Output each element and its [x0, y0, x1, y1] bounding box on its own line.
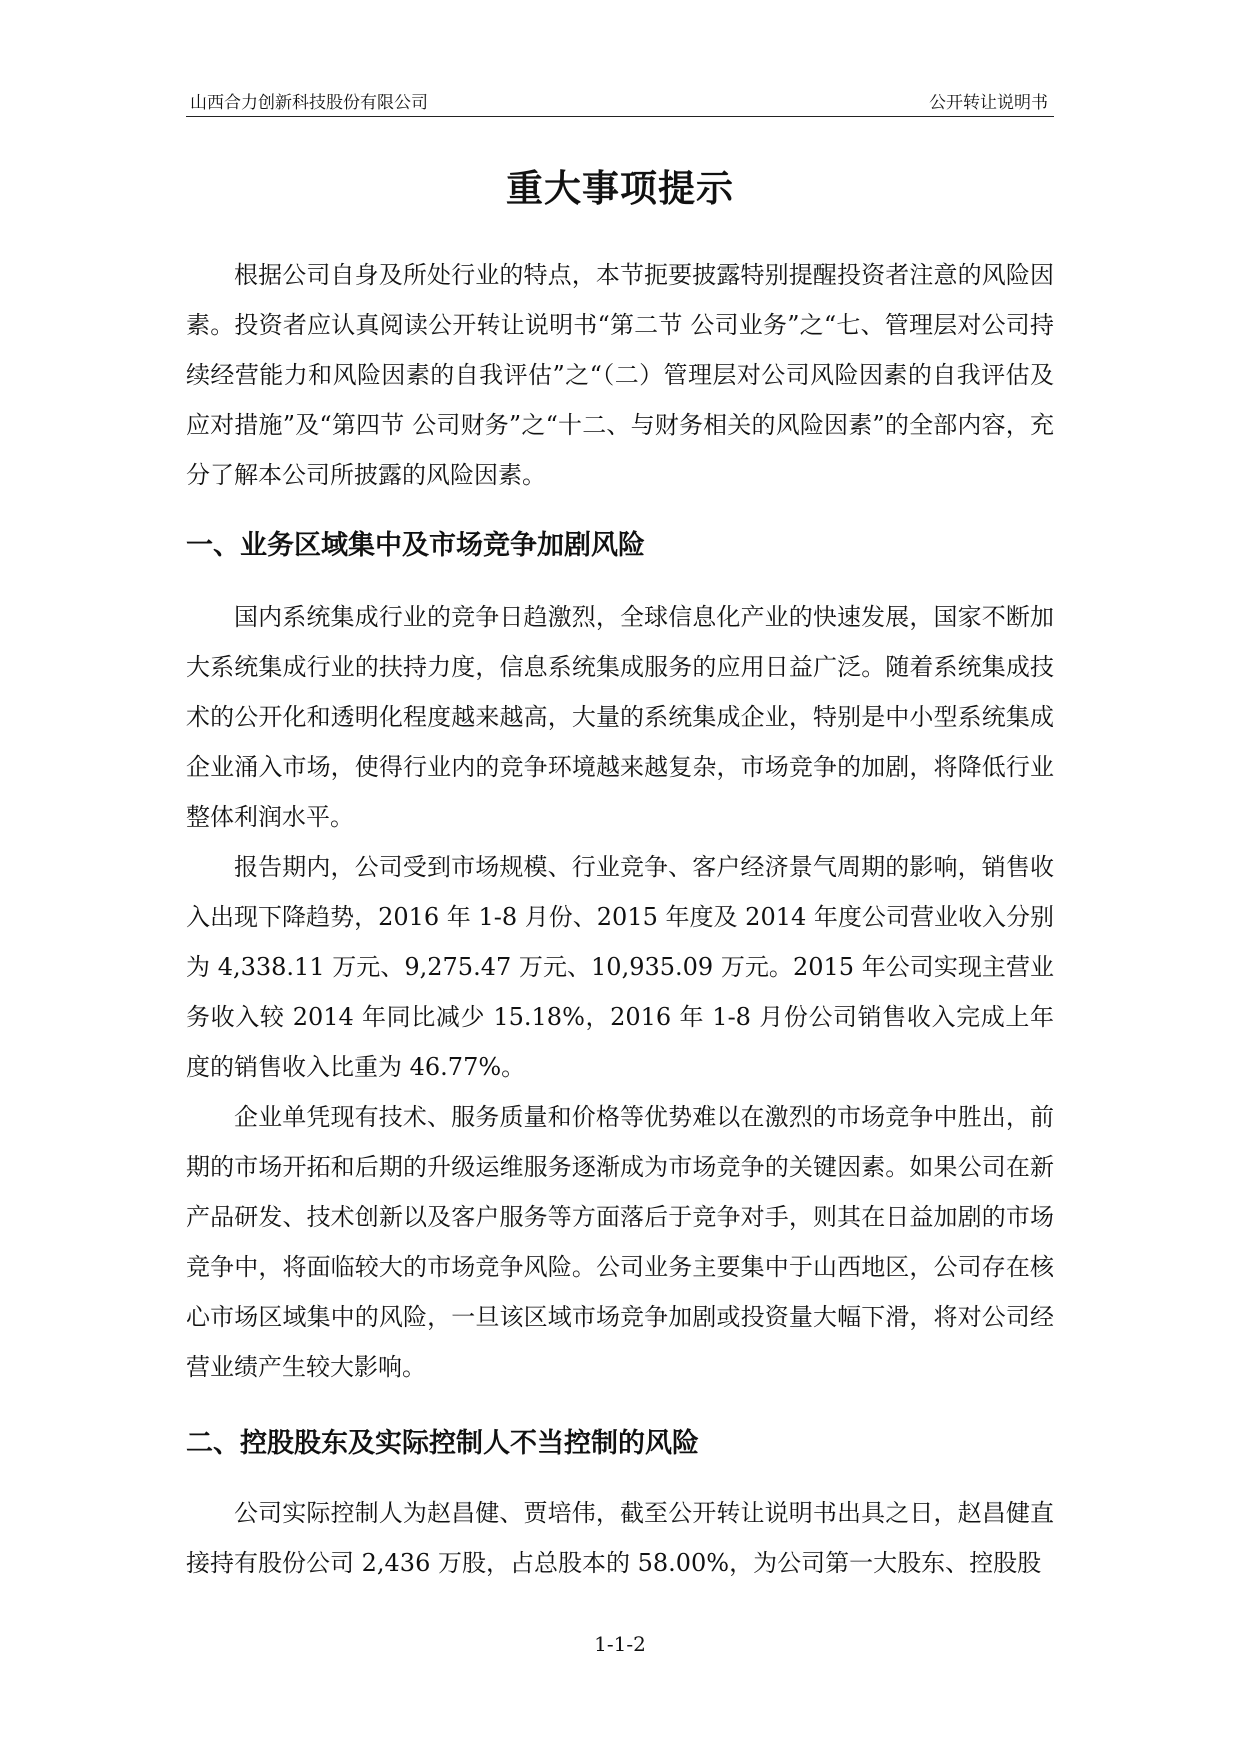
section-1-heading: 一、业务区域集中及市场竞争加剧风险	[186, 530, 645, 561]
page-number: 1-1-2	[594, 1632, 646, 1656]
section-1-paragraph-3: 企业单凭现有技术、服务质量和价格等优势难以在激烈的市场竞争中胜出，前期的市场开拓和后期的升级运维服务逐渐成为市场竞争的关键因素。如果公司在新产品研发、技术创新以及客户服务等方面落后于竞争对手，则其在日益加剧的市场竞争中，将面临较大的市场竞争风险。公司业务主要集中于山西地区，公司存在核心市场区域集中的风险，一旦该区域市场竞争加剧或投资量大幅下滑，将对公司经营业绩产生较大影响。	[186, 1103, 1054, 1381]
page-header	[186, 82, 1054, 117]
page-title: 重大事项提示	[506, 167, 734, 210]
section-2-paragraph-1: 公司实际控制人为赵昌健、贾培伟，截至公开转让说明书出具之日，赵昌健直接持有股份公司 2,436 万股，占总股本的 58.00%，为公司第一大股东、控股股	[186, 1499, 1054, 1577]
intro-paragraph: 根据公司自身及所处行业的特点，本节扼要披露特别提醒投资者注意的风险因素。投资者应认真阅读公开转让说明书“第二节 公司业务”之“七、管理层对公司持续经营能力和风险因素的自我评估”之“（二）管理层对公司风险因素的自我评估及应对措施”及“第四节 公司财务”之“十二、与财务相关的风险因素”的全部内容，充分了解本公司所披露的风险因素。	[186, 261, 1054, 489]
header-company-name: 山西合力创新科技股份有限公司	[190, 93, 428, 113]
document-body	[186, 250, 1054, 1588]
section-1-paragraph-2: 报告期内，公司受到市场规模、行业竞争、客户经济景气周期的影响，销售收入出现下降趋势，2016 年 1-8 月份、2015 年度及 2014 年度公司营业收入分别为 4,338.11 万元、9,275.47 万元、10,935.09 万元。2015 年公司实现主营业务收入较 2014 年同比减少 15.18%，2016 年 1-8 月份公司销售收入完成上年度的销售收入比重为 46.77%。	[186, 853, 1054, 1081]
header-document-type: 公开转让说明书	[929, 93, 1048, 113]
section-2-heading: 二、控股股东及实际控制人不当控制的风险	[186, 1428, 699, 1459]
section-1-paragraph-1: 国内系统集成行业的竞争日趋激烈，全球信息化产业的快速发展，国家不断加大系统集成行业的扶持力度，信息系统集成服务的应用日益广泛。随着系统集成技术的公开化和透明化程度越来越高，大量的系统集成企业，特别是中小型系统集成企业涌入市场，使得行业内的竞争环境越来越复杂，市场竞争的加剧，将降低行业整体利润水平。	[186, 603, 1054, 831]
